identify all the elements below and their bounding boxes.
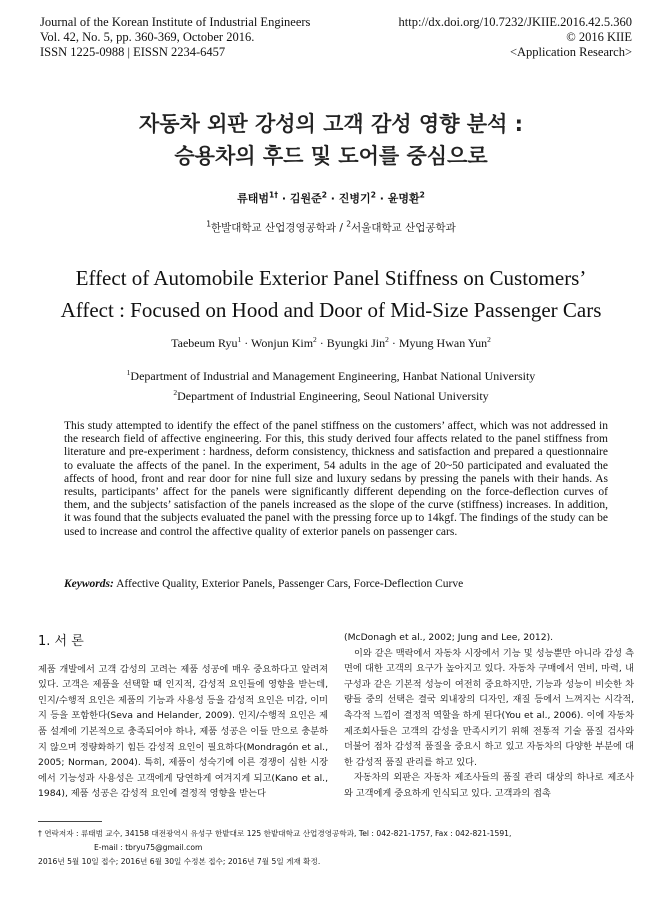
journal-issn: ISSN 1225-0988 | EISSN 2234-6457	[40, 45, 226, 59]
journal-name: Journal of the Korean Institute of Industrial Engineers	[40, 15, 311, 29]
english-authors: Taebeum Ryu$^1$ · Wonjun Kim$^2$ · Byungki Jin$^2$ · Myung Hwan Yun$^2$	[171, 335, 491, 350]
body-paragraph: (McDonagh et al., 2002; Jung and Lee, 2012).	[344, 632, 554, 643]
author-sup: 2	[487, 335, 491, 344]
english-title-line-1: Effect of Automobile Exterior Panel Stiffness on Customers’	[75, 266, 587, 290]
korean-title-line-1: 자동차 외판 강성의 고객 감성 영향 분석 :	[138, 112, 524, 136]
affil-text: 한발대학교 산업경영공학과 /	[210, 222, 347, 234]
journal-header-left	[40, 15, 310, 60]
body-paragraph: 자동차의 외판은 자동차 제조사들의 품질 관리 대상의 하나로 제조사와 고객에게 중요하게 인식되고 있다. 고객과의 접촉	[344, 772, 634, 799]
doi-link[interactable]: http://dx.doi.org/10.7232/JKIIE.2016.42.5.360	[398, 15, 632, 29]
author-sup: 1	[237, 335, 242, 344]
author-sup: 2	[385, 335, 389, 344]
english-affiliations	[0, 366, 662, 406]
author-name: 진병기	[338, 192, 371, 205]
abstract: This study attempted to identify the effect of the panel stiffness on the customers’ affect, which was not addressed in the research field of affective engineering. For this, this study derived four affects related to the panel stiffness from literature and pre-experiment : hardness, deform consistency, thickness and satisfaction and prepared a questionnaire to evaluate the affects of the panel. In the experiment, 54 adults in the age of 20~50 participated and evaluated the affects of hood, front and rear door for nine full size and luxury sedans by pressing the panels with their hands. As results, participants’ affect for the panels were significantly different depending on the force-deflection curves of them, and the subjects’ satisfaction of the panels increased as the slope of the curve (stiffness) increases. In addition, it was found that the subjects evaluated the panel with the pressing force up to 14kgf. The findings of the study can be used to increase and control the affective quality of exterior panels on passenger cars.	[64, 420, 608, 538]
author-name: 류태범	[237, 192, 269, 205]
keywords	[64, 578, 624, 590]
body-paragraph: 제품 개발에서 고객 감성의 고려는 제품 성공에 매우 중요하다고 알려져 있다. 고객은 제품을 선택할 때 인지적, 감성적 요인들에 영향을 받는데, 인지/수행적 요인은 제품의 기능과 사용성 등을 감성적 요인은 미감, 이미지 등을 포함한다(Seva and Helander, 2009). 인지/수행적 요인은 제품 설계에 기본적으로 충족되어야 하나, 제품 성공은 이들 만으로 충분하지 않으며 정량화하기 힘든 감성적 요인이 필요하다(Mondragón et al., 2005; Norman, 2004). 특히, 제품이 성숙기에 이른 경쟁이 심한 시장에서 기능성과 사용성은 고객에게 당연하게 여겨지게 되고(Kano et al., 1984), 제품 성공은 감성적 요인에 결정적 영향을 받는다	[38, 663, 328, 800]
korean-title	[0, 108, 662, 172]
affil-sup: 2	[173, 388, 178, 397]
author-sup: 2	[370, 190, 376, 200]
journal-volume: Vol. 42, No. 5, pp. 360-369, October 2016.	[40, 30, 255, 44]
author-name: Wonjun Kim	[251, 336, 314, 350]
english-title	[0, 262, 662, 326]
affil-sup: 1	[206, 219, 211, 229]
english-title-line-2: Affect : Focused on Hood and Door of Mid-Size Passenger Cars	[60, 298, 602, 322]
affiliation-1	[0, 366, 662, 386]
korean-title-line-2: 승용차의 후드 및 도어를 중심으로	[174, 144, 488, 168]
affil-text: 서울대학교 산업공학과	[351, 222, 456, 234]
affil-sup: 1	[126, 368, 131, 377]
author-sup: 2	[313, 335, 317, 344]
journal-header-right	[399, 15, 632, 60]
author-sup: 2	[321, 190, 327, 200]
author-name: 윤명환	[387, 192, 420, 205]
korean-authors: 류태범$^{1\dagger}$ · 김원준$^2$ · 진병기$^2$ · 윤명환$^2$	[237, 190, 425, 205]
affil-text: Department of Industrial Engineering, Seoul National University	[177, 389, 489, 403]
corresponding-author: † 연락저자 : 류태범 교수, 34158 대전광역시 유성구 한밭대로 125 한밭대학교 산업경영공학과, Tel : 042-821-1757, Fax : 042-821-1591,	[38, 829, 512, 838]
article-type: <Application Research>	[509, 45, 632, 59]
received-dates: 2016년 5월 10일 접수; 2016년 6월 30일 수정본 접수; 2016년 7월 5일 게재 확정.	[38, 857, 321, 866]
section-heading: 1. 서 론	[38, 634, 84, 649]
author-name: Myung Hwan Yun	[398, 336, 488, 350]
korean-affiliations	[0, 220, 662, 235]
affil-text: Department of Industrial and Management Engineering, Hanbat National University	[130, 369, 536, 383]
author-name: Byungki Jin	[326, 336, 386, 350]
copyright: © 2016 KIIE	[566, 30, 632, 44]
keywords-label: Keywords:	[64, 578, 114, 590]
body-paragraph: 이와 같은 맥락에서 자동차 시장에서 기능 및 성능뿐만 아니라 감성 측면에 대한 고객의 요구가 높아지고 있다. 자동차 구매에서 연비, 마력, 내구성과 같은 기본적 성능이 여전히 중요하지만, 기능과 성능이 비슷한 차량들 중의 선택은 결국 외내장의 디자인, 재질 등에서 느껴지는 시각적, 촉각적 느낌이 결정적 역할을 하게 된다(You et al., 2006). 이에 자동차 제조회사들은 고객의 감성을 만족시키기 위해 전통적 기술 품질 검사와 더불어 점차 감성적 품질을 중요시 하고 있고 자동차의 다양한 부분에 대한 감성적 품질 관리를 하고 있다.	[344, 647, 634, 768]
author-name: Taebeum Ryu	[171, 336, 238, 350]
affiliation-2	[0, 386, 662, 406]
footnote	[38, 827, 638, 869]
keywords-text: Affective Quality, Exterior Panels, Passenger Cars, Force-Deflection Curve	[113, 578, 464, 590]
body-column-left	[38, 630, 328, 802]
footnote-rule	[38, 821, 102, 822]
affil-sup: 2	[346, 219, 352, 229]
author-name: 김원준	[289, 192, 322, 205]
body-column-right	[344, 630, 634, 802]
author-sup: 1†	[269, 190, 278, 200]
contact-email[interactable]: E-mail : tbryu75@gmail.com	[94, 843, 203, 852]
author-sup: 2	[419, 190, 425, 200]
